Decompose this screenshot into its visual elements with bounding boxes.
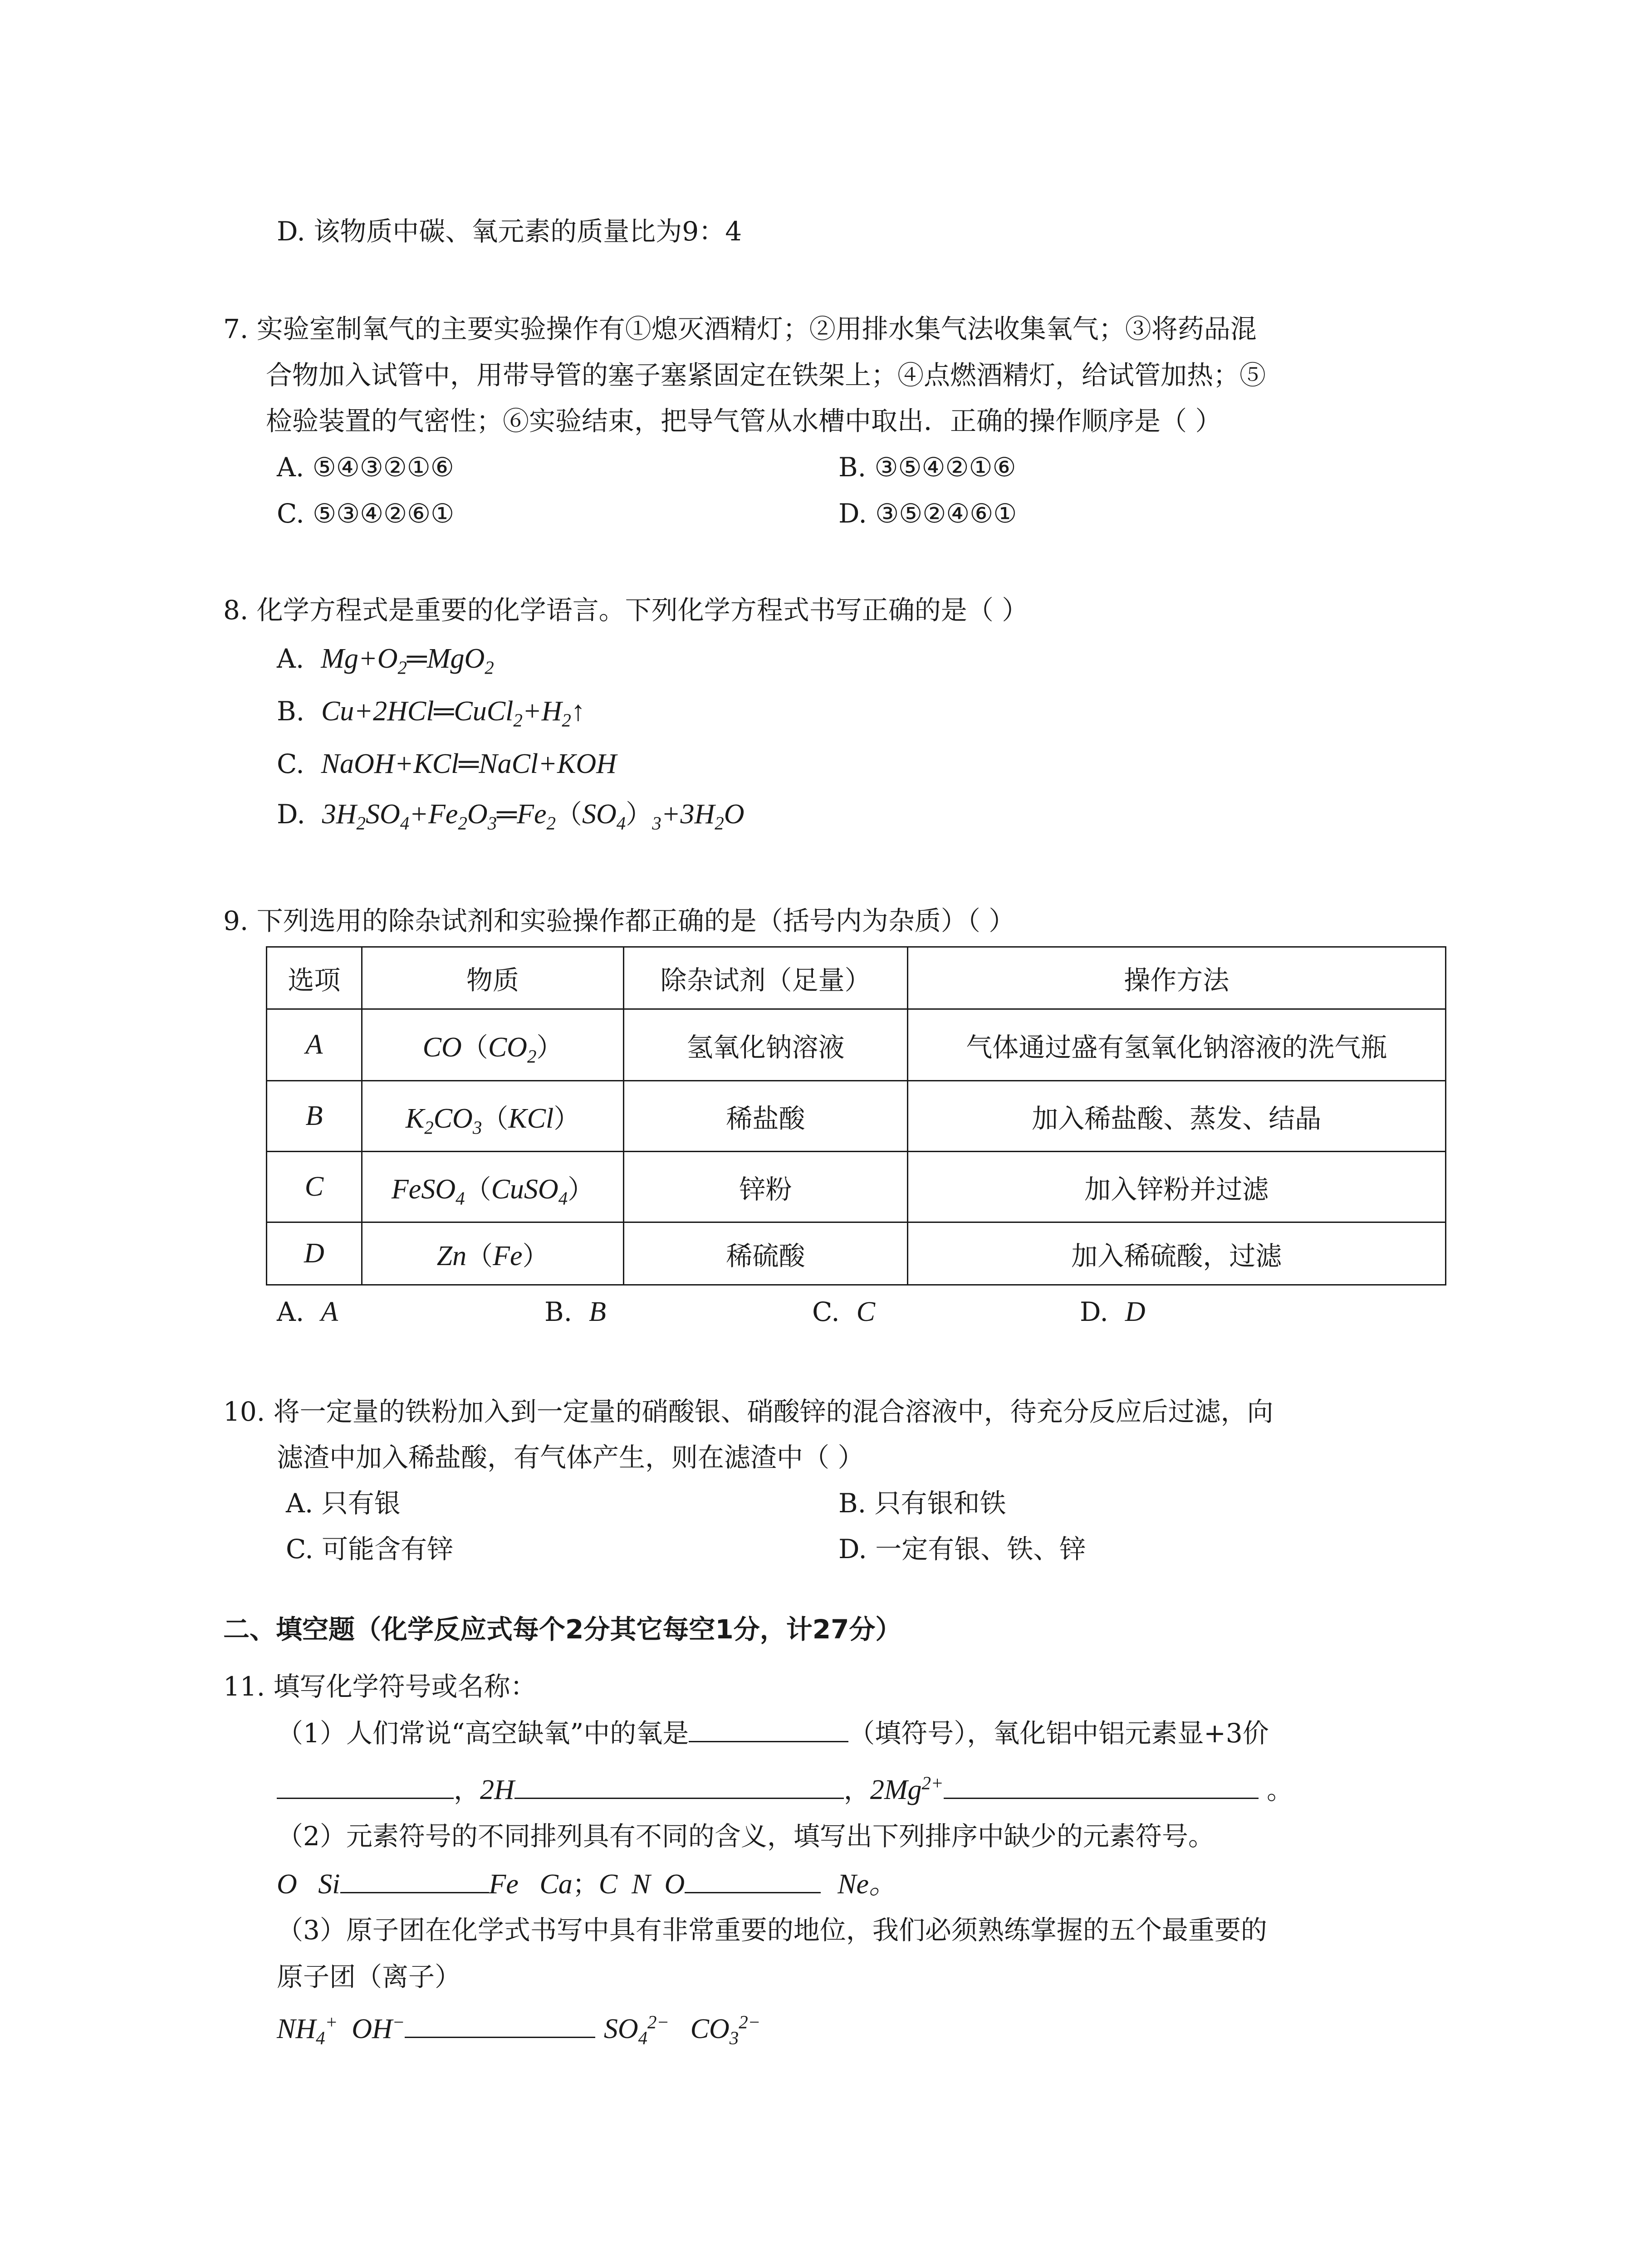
q11-part2-sequence: O Si Fe Ca；C N O Ne。 — [277, 1866, 897, 1902]
table-cell-method: 加入稀硫酸，过滤 — [907, 1222, 1445, 1285]
q9-option-b-value: B — [588, 1296, 606, 1327]
table-cell-option: C — [267, 1152, 362, 1222]
table-cell-method: 气体通过盛有氢氧化钠溶液的洗气瓶 — [907, 1009, 1445, 1081]
q7-stem-line-2: 合物加入试管中，用带导管的塞子塞紧固定在铁架上；④点燃酒精灯，给试管加热；⑤ — [266, 360, 1266, 391]
answer-blank[interactable] — [277, 1771, 454, 1799]
answer-blank[interactable] — [514, 1771, 844, 1799]
q6-option-d: D. 该物质中碳、氧元素的质量比为9：4 — [277, 216, 742, 247]
q9-option-b: B. B — [544, 1296, 606, 1327]
table-header-row — [267, 947, 1446, 1009]
table-header: 除杂试剂（足量） — [624, 947, 907, 1009]
q11-part2-ne: Ne。 — [838, 1869, 897, 1900]
q11-formula-2h: 2H — [480, 1774, 514, 1805]
table-row — [267, 1081, 1446, 1152]
q9-option-c: C. C — [812, 1296, 875, 1327]
answer-blank[interactable] — [340, 1866, 489, 1893]
q8-option-d-label: D. — [277, 799, 305, 830]
q9-option-a-value: A — [321, 1296, 338, 1327]
q10-stem-line-1: 10. 将一定量的铁粉加入到一定量的硝酸银、硝酸锌的混合溶液中，待充分反应后过滤，向 — [223, 1396, 1274, 1427]
answer-blank[interactable] — [689, 1715, 848, 1742]
table-row — [267, 1152, 1446, 1222]
q11-period: 。 — [1266, 1774, 1293, 1805]
q7-option-c: C. ⑤③④②⑥① — [277, 498, 455, 529]
q9-option-a: A. A — [277, 1296, 338, 1327]
table-cell-substance: $CO(CO_2)$ — [362, 1009, 624, 1081]
q11-stem: 11. 填写化学符号或名称： — [223, 1671, 537, 1702]
q11-part1-line2 — [277, 1771, 1293, 1808]
q8-option-a-label: A. — [277, 643, 304, 674]
q8-stem: 8. 化学方程式是重要的化学语言。下列化学方程式书写正确的是（ ） — [223, 595, 1029, 626]
table-cell-option: A — [267, 1009, 362, 1081]
table-cell-option: D — [267, 1222, 362, 1285]
q9-option-c-value: C — [856, 1296, 875, 1327]
q11-part3-line2: 原子团（离子） — [277, 1961, 461, 1992]
q8-equation-b: $Cu+2HCl═CuCl_2+H_2↑$ — [321, 696, 585, 731]
q7-option-b: B. ③⑤④②①⑥ — [838, 452, 1016, 483]
q9-stem: 9. 下列选用的除杂试剂和实验操作都正确的是（括号内为杂质）（ ） — [223, 905, 1015, 936]
q8-option-b-label: B. — [277, 696, 305, 727]
table-cell-reagent: 氢氧化钠溶液 — [624, 1009, 907, 1081]
q10-option-a: A. 只有银 — [286, 1488, 401, 1519]
q8-equation-a: $Mg+O_2═MgO_2$ — [321, 643, 494, 678]
q7-stem-line-3: 检验装置的气密性；⑥实验结束，把导气管从水槽中取出．正确的操作顺序是（ ） — [266, 406, 1222, 436]
q11-part1-text-b: （填符号），氧化铝中铝元素显+3价 — [848, 1718, 1269, 1749]
q8-equation-c: NaOH+KCl═NaCl+KOH — [321, 748, 617, 779]
q8-option-d — [277, 796, 745, 832]
answer-blank[interactable] — [685, 1866, 821, 1893]
q11-part3-ions: $NH_4^+$ OH− $SO_4^{2-}$ $CO_3^{2-}$ — [277, 2010, 760, 2047]
q8-option-c — [277, 746, 617, 782]
q7-option-a: A. ⑤④③②①⑥ — [277, 452, 454, 483]
table-cell-method: 加入稀盐酸、蒸发、结晶 — [907, 1081, 1445, 1152]
q11-comma: ， — [843, 1774, 870, 1805]
q9-option-d: D. D — [1080, 1296, 1146, 1327]
table-cell-substance: Zn（Fe） — [362, 1222, 624, 1285]
q8-equation-d: $3H_2SO_4+Fe_2O_3═Fe_2(SO_4)_3+3H_2O$ — [322, 799, 745, 834]
q10-option-d: D. 一定有银、铁、锌 — [838, 1534, 1086, 1564]
table-cell-substance: FeSO$_4$（CuSO$_4$） — [362, 1152, 624, 1222]
table-row — [267, 1009, 1446, 1081]
table-header: 物质 — [362, 947, 624, 1009]
table-cell-substance: $K_2CO_3(KCl)$ — [362, 1081, 624, 1152]
table-header: 选项 — [267, 947, 362, 1009]
q11-comma: ， — [454, 1774, 480, 1805]
table-cell-reagent: 稀硫酸 — [624, 1222, 907, 1285]
q9-table — [266, 946, 1446, 1286]
q10-option-b: B. 只有银和铁 — [838, 1488, 1006, 1519]
table-cell-option: B — [267, 1081, 362, 1152]
q11-formula-2mg: $2Mg^{2+}$ — [870, 1773, 944, 1805]
q8-option-b — [277, 693, 585, 729]
answer-blank[interactable] — [405, 2010, 595, 2038]
q10-stem-line-2: 滤渣中加入稀盐酸，有气体产生，则在滤渣中（ ） — [277, 1442, 864, 1473]
q11-part2-text: （2）元素符号的不同排列具有不同的含义，填写出下列排序中缺少的元素符号。 — [277, 1821, 1215, 1852]
q7-option-d: D. ③⑤②④⑥① — [838, 498, 1017, 529]
table-cell-reagent: 锌粉 — [624, 1152, 907, 1222]
table-row — [267, 1222, 1446, 1285]
q11-part1-line1 — [277, 1715, 1269, 1751]
q7-stem-line-1: 7. 实验室制氧气的主要实验操作有①熄灭酒精灯；②用排水集气法收集氧气；③将药品混 — [223, 313, 1257, 344]
q11-part3-line1: （3）原子团在化学式书写中具有非常重要的地位，我们必须熟练掌握的五个最重要的 — [277, 1915, 1267, 1945]
answer-blank[interactable] — [944, 1771, 1259, 1799]
q8-option-c-label: C. — [277, 748, 304, 779]
table-cell-method: 加入锌粉并过滤 — [907, 1152, 1445, 1222]
table-cell-reagent: 稀盐酸 — [624, 1081, 907, 1152]
section-2-title: 二、填空题（化学反应式每个2分其它每空1分，计27分） — [223, 1614, 902, 1645]
q11-part1-text-a: （1）人们常说“高空缺氧”中的氧是 — [277, 1718, 689, 1749]
q8-option-a — [277, 640, 494, 677]
q9-option-d-value: D — [1125, 1296, 1146, 1327]
q10-option-c: C. 可能含有锌 — [286, 1534, 454, 1564]
table-header: 操作方法 — [907, 947, 1445, 1009]
